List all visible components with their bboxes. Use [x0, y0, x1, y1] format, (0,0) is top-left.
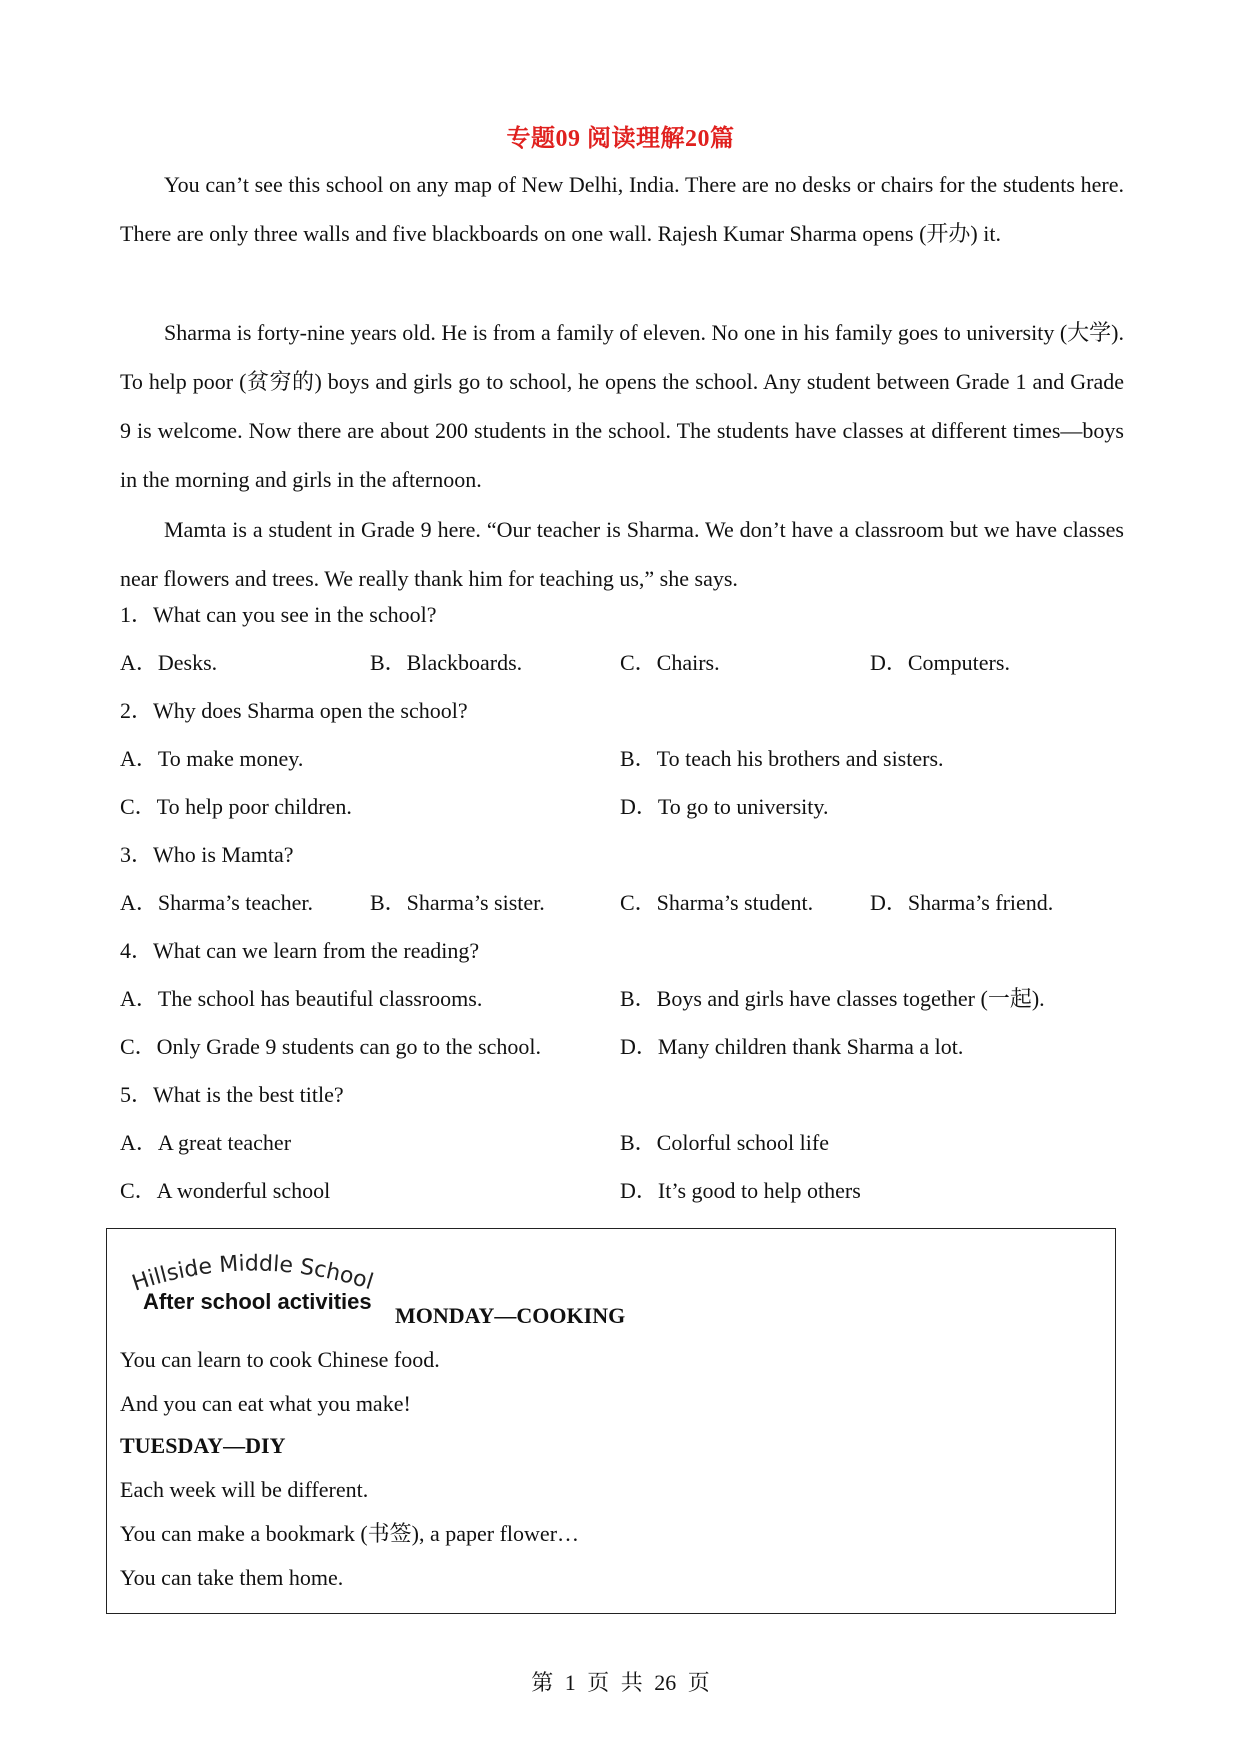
- paragraph-text: Mamta is a student in Grade 9 here. “Our teacher is Sharma. We don’t have a classroom but we have classes near flowers and trees. We really thank him for teaching us,” she says.: [120, 517, 1124, 591]
- question-stem-3: 3．Who is Mamta?: [120, 842, 294, 867]
- q5-option-d: D．It’s good to help others: [620, 1178, 861, 1203]
- after-school-label: After school activities: [143, 1289, 372, 1314]
- paragraph-text: Sharma is forty-nine years old. He is from a family of eleven. No one in his family goes to university (大学). To help poor (贫穷的) boys and girls go to school, he opens the school. Any student between Grade 1 and Grade 9 is welcome. Now there are about 200 students in the school. The students have classes at different times—boys in the morning and girls in the afternoon.: [120, 320, 1124, 492]
- monday-heading: MONDAY—COOKING: [395, 1303, 626, 1328]
- paragraph-text: You can’t see this school on any map of New Delhi, India. There are no desks or chairs for the students here. There are only three walls and five blackboards on one wall. Rajesh Kumar Sharma opens (开办) it.: [120, 172, 1124, 246]
- page-footer: 第 1 页 共 26 页: [531, 1670, 710, 1695]
- q4-option-a: A．The school has beautiful classrooms.: [120, 986, 483, 1011]
- q1-option-c: C．Chairs.: [620, 650, 720, 675]
- q5-option-a: A．A great teacher: [120, 1130, 292, 1155]
- q5-option-b: B．Colorful school life: [620, 1130, 829, 1155]
- q3-option-b: B．Sharma’s sister.: [370, 890, 545, 915]
- q2-option-d: D．To go to university.: [620, 794, 829, 819]
- tuesday-line-2: You can make a bookmark (书签), a paper flower…: [120, 1521, 580, 1546]
- q3-option-d: D．Sharma’s friend.: [870, 890, 1054, 915]
- passage-paragraph-3: [120, 505, 1124, 603]
- logo-text: Hillside Middle School: [129, 1251, 377, 1297]
- question-stem-4: 4．What can we learn from the reading?: [120, 938, 480, 963]
- q3-option-c: C．Sharma’s student.: [620, 890, 814, 915]
- q1-option-d: D．Computers.: [870, 650, 1010, 675]
- tuesday-line-1: Each week will be different.: [120, 1477, 369, 1502]
- q2-option-b: B．To teach his brothers and sisters.: [620, 746, 944, 771]
- monday-line-1: You can learn to cook Chinese food.: [120, 1347, 440, 1372]
- passage-paragraph-1: [120, 160, 1124, 258]
- tuesday-line-3: You can take them home.: [120, 1565, 344, 1590]
- question-stem-5: 5．What is the best title?: [120, 1082, 344, 1107]
- q1-option-b: B．Blackboards.: [370, 650, 523, 675]
- q4-option-c: C．Only Grade 9 students can go to the school.: [120, 1034, 541, 1059]
- q4-option-d: D．Many children thank Sharma a lot.: [620, 1034, 964, 1059]
- passage-paragraph-2: [120, 308, 1124, 504]
- q2-option-c: C．To help poor children.: [120, 794, 352, 819]
- q3-option-a: A．Sharma’s teacher.: [120, 890, 314, 915]
- question-stem-2: 2．Why does Sharma open the school?: [120, 698, 468, 723]
- q5-option-c: C．A wonderful school: [120, 1178, 331, 1203]
- monday-line-2: And you can eat what you make!: [120, 1391, 411, 1416]
- q2-option-a: A．To make money.: [120, 746, 304, 771]
- activities-box: [106, 1228, 1116, 1614]
- q4-option-b: B．Boys and girls have classes together (一起).: [620, 986, 1045, 1011]
- q1-option-a: A．Desks.: [120, 650, 218, 675]
- tuesday-heading: TUESDAY—DIY: [120, 1433, 286, 1458]
- document-title: 专题09 阅读理解20篇: [506, 126, 735, 152]
- question-stem-1: 1．What can you see in the school?: [120, 602, 437, 627]
